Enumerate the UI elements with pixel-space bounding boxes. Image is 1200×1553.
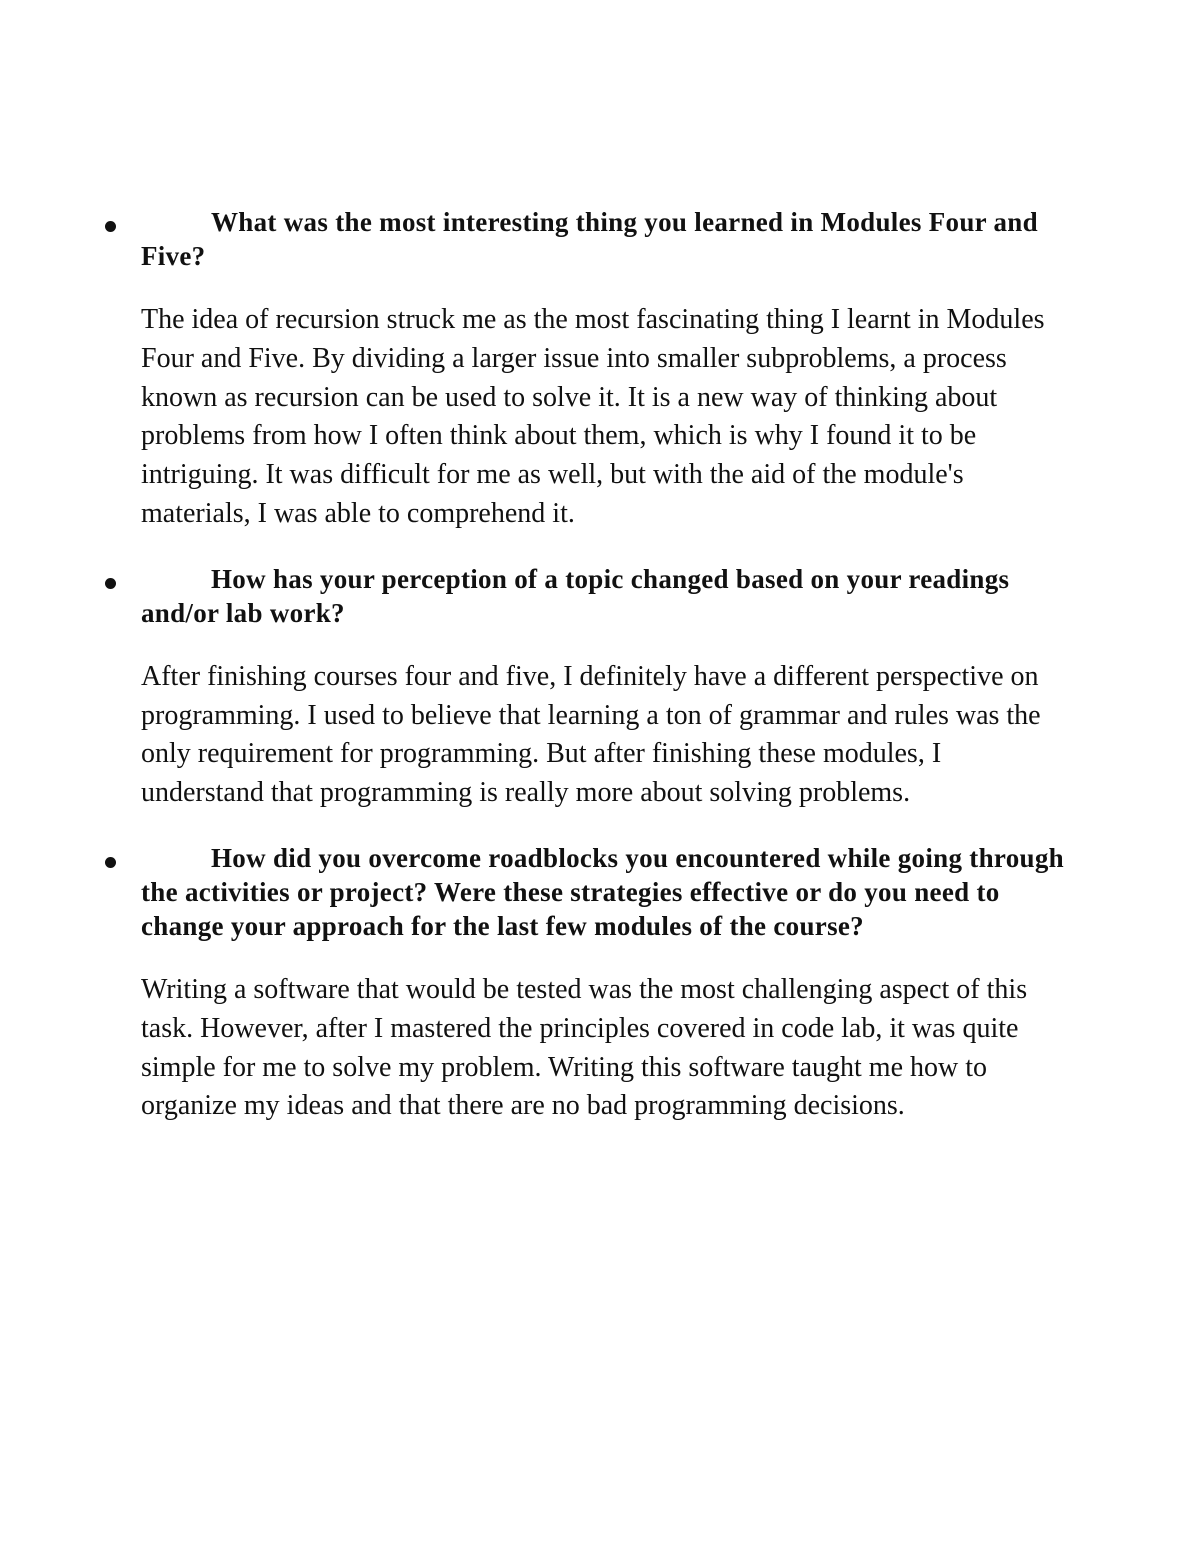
list-item bbox=[105, 841, 1065, 1126]
answer-paragraph: After finishing courses four and five, I definitely have a different perspective on programming. I used to believe that learning a ton of grammar and rules was the only requirement for programming. But after finishing these modules, I understand that programming is really more about solving problems. bbox=[141, 660, 1041, 809]
question-heading: How has your perception of a topic changed based on your readings and/or lab work? bbox=[141, 563, 1010, 628]
list-item bbox=[105, 205, 1065, 534]
answer-paragraph: The idea of recursion struck me as the most fascinating thing I learnt in Modules Four and Five. By dividing a larger issue into smaller subproblems, a process known as recursion can be used to solve it. It is a new way of thinking about problems from how I often think about them, which is why I found it to be intriguing. It was difficult for me as well, but with the aid of the module's materials, I was able to comprehend it. bbox=[141, 304, 1045, 529]
bullet-icon bbox=[105, 221, 116, 232]
bullet-icon bbox=[105, 578, 116, 589]
bullet-icon bbox=[105, 857, 116, 868]
answer-paragraph: Writing a software that would be tested was the most challenging aspect of this task. However, after I mastered the principles covered in code lab, it was quite simple for me to solve my problem. Writing this software taught me how to organize my ideas and that there are no bad programming decisions. bbox=[141, 973, 1028, 1122]
question-list bbox=[105, 205, 1065, 1154]
question-heading: What was the most interesting thing you learned in Modules Four and Five? bbox=[141, 207, 1038, 271]
question-heading: How did you overcome roadblocks you encountered while going through the activities or project? Were these strategies effective or do you need to change your approach for the last few modules of the course? bbox=[141, 842, 1064, 941]
list-item bbox=[105, 562, 1065, 813]
